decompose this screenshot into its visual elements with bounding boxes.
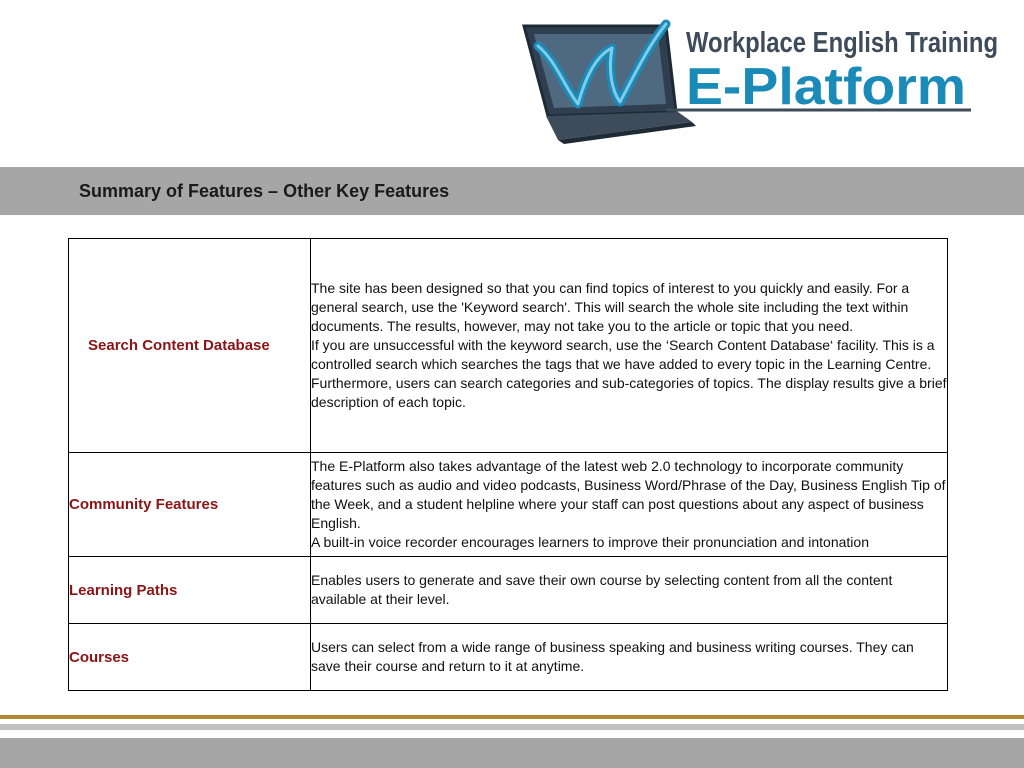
feature-name: Search Content Database — [69, 239, 311, 453]
table-row — [69, 624, 948, 691]
table-row — [69, 239, 948, 453]
feature-name: Learning Paths — [69, 557, 311, 624]
description-paragraph: Enables users to generate and save their own course by selecting content from all the content available at their level. — [311, 572, 893, 607]
description-paragraph: Users can select from a wide range of business speaking and business writing courses. They can save their course and return to it at anytime. — [311, 639, 914, 674]
description-paragraph: A built-in voice recorder encourages learners to improve their pronunciation and intonation — [311, 534, 869, 550]
features-table — [68, 238, 948, 691]
description-paragraph: The E-Platform also takes advantage of the latest web 2.0 technology to incorporate community features such as audio and video podcasts, Business Word/Phrase of the Day, Business English Tip of the Week, and a student helpline where your staff can post questions about any aspect of business English. — [311, 458, 946, 531]
footer-grey-rule — [0, 724, 1024, 730]
feature-description — [311, 557, 948, 624]
description-paragraph: The site has been designed so that you can find topics of interest to you quickly and easily. For a general search, use the 'Keyword search'. This will search the whole site including the text within documents. The results, however, may not take you to the article or topic that you need. — [311, 280, 910, 334]
table-row — [69, 453, 948, 557]
feature-description — [311, 624, 948, 691]
e-platform-logo — [516, 16, 1008, 146]
feature-description — [311, 453, 948, 557]
footer-band — [0, 738, 1024, 768]
page-title: Summary of Features – Other Key Features — [79, 181, 450, 201]
feature-name: Community Features — [69, 453, 311, 557]
feature-description — [311, 239, 948, 453]
logo-line1: Workplace English Training — [686, 27, 998, 59]
logo-line2: E-Platform — [686, 58, 966, 116]
table-row — [69, 557, 948, 624]
description-paragraph: If you are unsuccessful with the keyword search, use the ‘Search Content Database‘ facility. This is a controlled search which searches the tags that we have added to every topic in the Learning Centre. Furthermore, users can search categories and sub-categories of topics. The display results give a brief description of each topic. — [311, 337, 947, 410]
footer-gold-rule — [0, 715, 1024, 719]
feature-name: Courses — [69, 624, 311, 691]
